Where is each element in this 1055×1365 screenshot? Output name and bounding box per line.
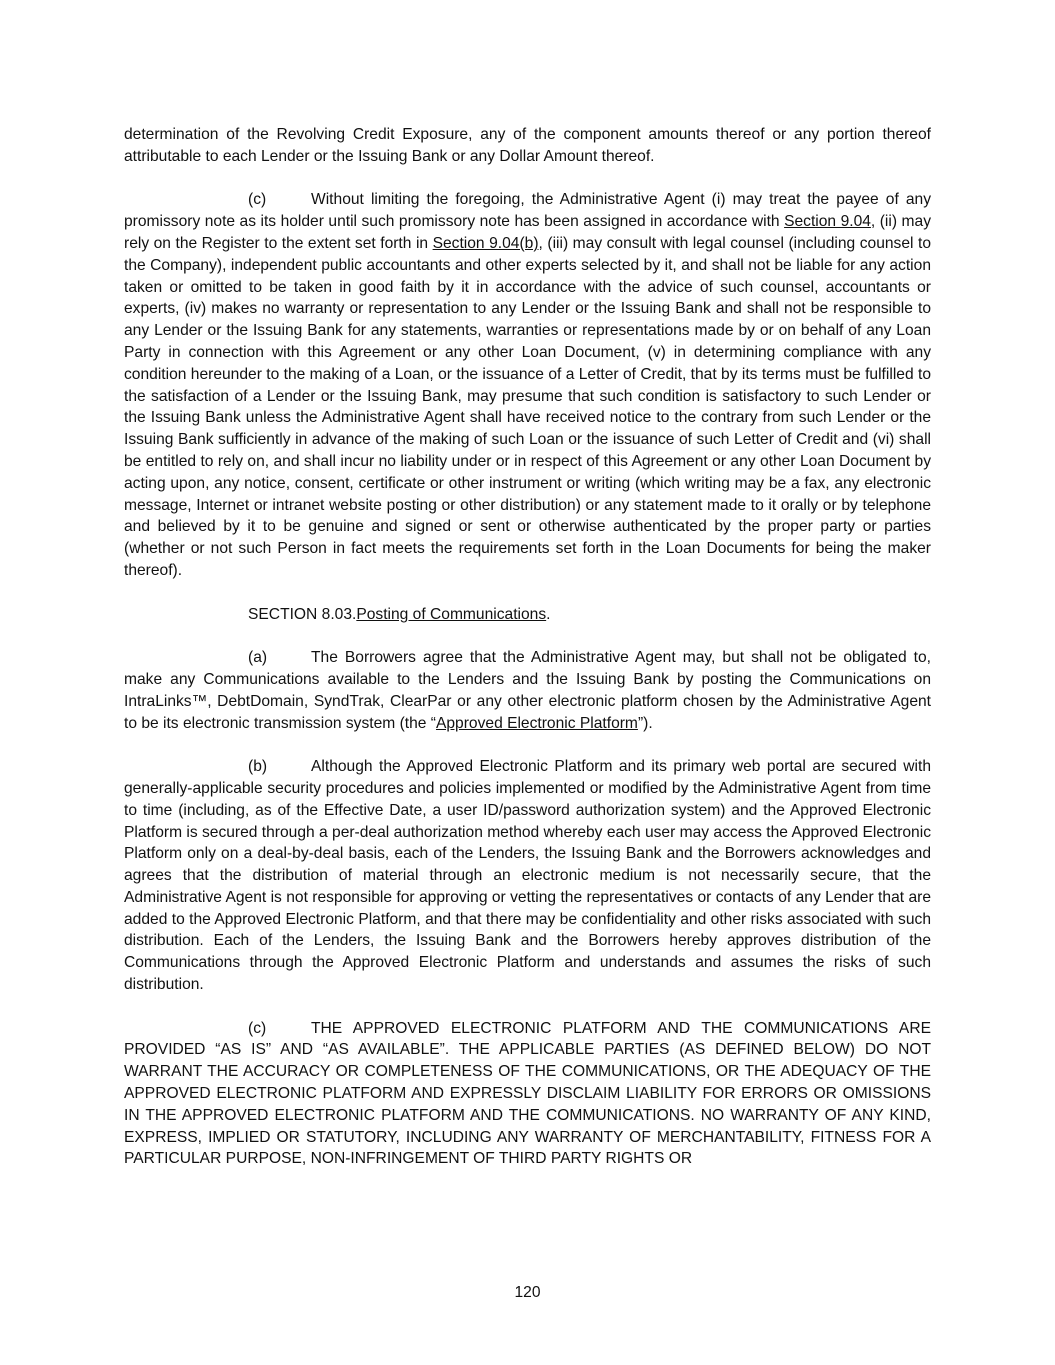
section-period: . (546, 605, 551, 623)
clause-label: (c) (248, 191, 267, 209)
paragraph-text: ”). (637, 714, 653, 732)
section-number: SECTION 8.03. (248, 605, 357, 623)
paragraph-text: THE APPROVED ELECTRONIC PLATFORM AND THE COMMUNICATIONS ARE PROVIDED “AS IS” AND “AS AVAILABLE”. THE APPLICABLE PARTIES (AS DEFINED BELOW) DO NOT WARRANT THE ACCURACY OR COMPLETENESS OF THE COMMUNICATIONS, OR THE ADEQUACY OF THE APPROVED ELECTRONIC PLATFORM AND EXPRESSLY DISCLAIM LIABILITY FOR ERRORS OR OMISSIONS IN THE APPROVED ELECTRONIC PLATFORM AND THE COMMUNICATIONS. NO WARRANTY OF ANY KIND, EXPRESS, IMPLIED OR STATUTORY, INCLUDING ANY WARRANTY OF MERCHANTABILITY, FITNESS FOR A PARTICULAR PURPOSE, NON-INFRINGEMENT OF THIRD PARTY RIGHTS OR (124, 1019, 931, 1168)
page-number: 120 (514, 1284, 541, 1301)
paragraph-8-03-b (124, 756, 931, 996)
paragraph-text: The Borrowers agree that the Administrative Agent may, but shall not be obligated to, make any Communications available to the Lenders and the Issuing Bank by posting the Communications on IntraLinks™, DebtDomain, SyndTrak, ClearPar or any other electronic platform chosen by the Administrative Agent to be its electronic transmission system (the “ (124, 649, 931, 732)
paragraph-8-03-c (124, 1018, 931, 1171)
paragraph-8-02-c (124, 189, 931, 581)
section-heading (124, 604, 931, 626)
paragraph-text: , (ii) may rely on the Register to the extent set forth in (124, 213, 931, 252)
clause-label: (c) (248, 1019, 267, 1037)
paragraph-text: Although the Approved Electronic Platform and its primary web portal are secured with generally-applicable security procedures and policies implemented or modified by the Administrative Agent from time to time (including, as of the Effective Date, a user ID/password authorization system) and the Approved Electronic Platform is secured through a per-deal authorization method whereby each user may access the Approved Electronic Platform only on a deal-by-deal basis, each of the Lenders, the Issuing Bank and the Borrowers acknowledges and agrees that the distribution of material through an electronic medium is not necessarily secure, that the Administrative Agent is not responsible for approving or vetting the representatives or contacts of any Lender that are added to the Approved Electronic Platform, and that there may be confidentiality and other risks associated with such distribution. Each of the Lenders, the Issuing Bank and the Borrowers hereby approves distribution of the Communications through the Approved Electronic Platform and understands and assumes the risks of such distribution. (124, 758, 931, 994)
section-title: Posting of Communications (356, 605, 547, 623)
paragraph-text: Without limiting the foregoing, the Administrative Agent (i) may treat the payee of any promissory note as its holder until such promissory note has been assigned in accordance with (124, 191, 931, 231)
paragraph-text: determination of the Revolving Credit Exposure, any of the component amounts thereof or any portion thereof attributable to each Lender or the Issuing Bank or any Dollar Amount thereof. (124, 126, 931, 165)
cross-reference: Section 9.04(b) (432, 234, 539, 252)
defined-term: Approved Electronic Platform (435, 714, 638, 732)
paragraph-text: , (iii) may consult with legal counsel (including counsel to the Company), independent public accountants and other experts selected by it, and shall not be liable for any action taken or omitted to be taken in good faith by it in accordance with the advice of such counsel, accountants or experts, (iv) makes no warranty or representation to any Lender or the Issuing Bank and shall not be responsible to any Lender or the Issuing Bank for any statements, warranties or representations made by or on behalf of any Loan Party in connection with this Agreement or any other Loan Document, (v) in determining compliance with any condition hereunder to the making of a Loan, or the issuance of a Letter of Credit, that by its terms must be fulfilled to the satisfaction of a Lender or the Issuing Bank, may presume that such condition is satisfactory to such Lender or the Issuing Bank unless the Administrative Agent shall have received notice to the contrary from such Lender or the Issuing Bank sufficiently in advance of the making of such Loan or the issuance of such Letter of Credit and (vi) shall be entitled to rely on, and shall incur no liability under or in respect of this Agreement or any other Loan Document by acting upon, any notice, consent, certificate or other instrument or writing (which writing may be a fax, any electronic message, Internet or intranet website posting or other distribution) or any statement made to it orally or by telephone and believed by it to be genuine and signed or sent or otherwise authenticated by the proper party or parties (whether or not such Person in fact meets the requirements set forth in the Loan Documents for being the maker thereof). (124, 234, 931, 579)
clause-label: (b) (248, 758, 268, 776)
document-page (124, 124, 931, 1192)
clause-label: (a) (248, 649, 268, 667)
paragraph-continuation (124, 124, 931, 168)
cross-reference: Section 9.04 (784, 213, 871, 231)
paragraph-8-03-a (124, 647, 931, 734)
